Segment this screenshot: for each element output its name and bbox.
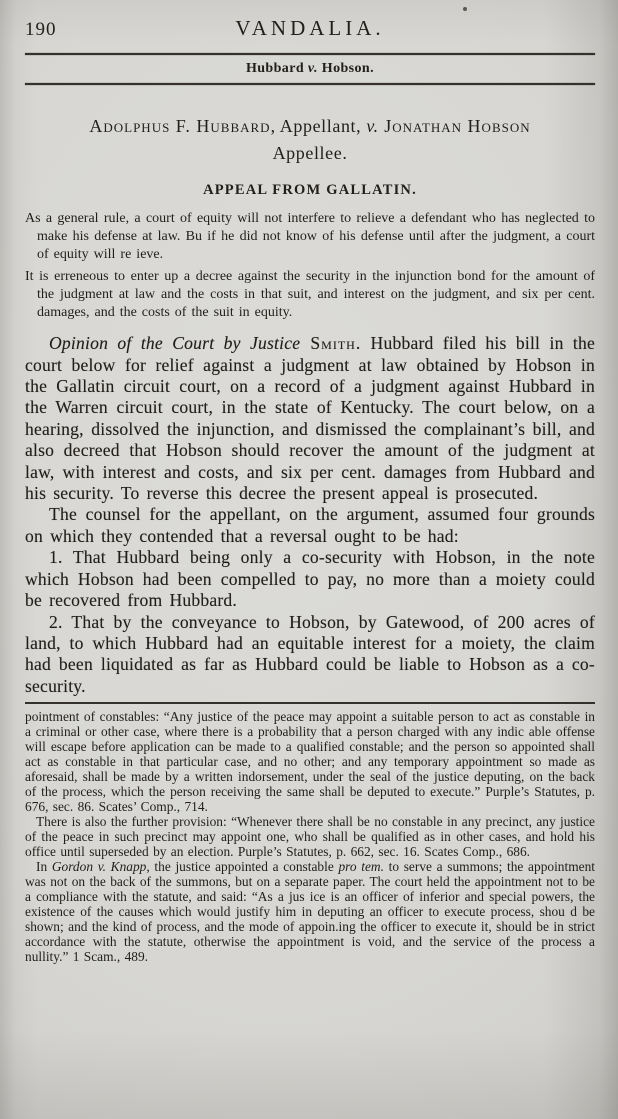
appeal-subtitle: APPEAL FROM GALLATIN. <box>203 182 417 198</box>
opinion-lead-in: Opinion of the Court by Justice <box>49 333 301 354</box>
case-title-line1 <box>25 113 595 140</box>
appellee-name: Jonathan Hobson <box>378 116 531 136</box>
footnote-3-pre: In <box>36 859 52 875</box>
opinion-paragraph-1 <box>25 333 595 504</box>
headnotes <box>25 210 595 322</box>
footnote-rule <box>25 702 595 704</box>
header-rule-top <box>25 53 595 55</box>
opinion-body <box>25 333 595 697</box>
appellant-name: Adolphus F. Hubbard <box>89 116 271 136</box>
running-case-line <box>25 61 595 77</box>
headnote-1: As a general rule, a court of equity will not interfere to relieve a defendant who has neglected to make his defense at law. Bu if he did not know of his defense until after the judgment, a court of equity will re ieve. <box>25 211 595 263</box>
footnote-3-text: to serve a summons; the appointment was not on the back of the summons, but on a separate paper. The court held the appointment not to be a compliance with the statute, and said: “As a jus ice is an officer of inferior and special powers, the existence of the causes which would justify him in deputing an officer to execute process, shou d be shown; and the kind of process, and the mode of appoin.ing the officer to execute it, should be in strict accordance with the statute, otherwise the appointment is void, and the service of the process a nullity.” 1 Scam., 489. <box>25 859 595 965</box>
running-case-pre: Hubbard <box>245 61 308 76</box>
appellant-role: , Appellant, <box>270 116 367 136</box>
page-number: 190 <box>25 19 57 40</box>
footnote-paragraph-1: pointment of constables: “Any justice of the peace may appoint a suitable person to act as constable in a criminal or other case, where there is a probability that a person charged with any indic able offense will escape before application can be made to a qualified constable; and the person so appointed shall act as constable in that particular case, and no other; and any temporary appointment so made as aforesaid, shall be made by a written indorsement, under the seal of the justice deputing, on the back of the process, which the person receiving the same shall be deputed to execute.” Purple’s Statutes, p. 676, sec. 86. Scates’ Comp., 714. <box>25 709 595 815</box>
header-rule-bottom <box>25 83 595 85</box>
justice-name: Smith. <box>300 333 362 354</box>
headnote-2: It is erreneous to enter up a decree against the security in the injunction bond for the amount of the judgment at law and the costs in that suit, and interest on the judgment, and six per cent. damages, and the costs of the suit in equity. <box>25 268 595 321</box>
footnote-block <box>25 709 595 964</box>
running-title: VANDALIA. <box>235 16 385 40</box>
case-title-line2: Appellee. <box>272 143 348 163</box>
opinion-paragraph-3: 1. That Hubbard being only a co-security with Hobson, in the note which Hobson had been compelled to pay, no more than a moiety could be recovered from Hubbard. <box>25 547 595 611</box>
pro-tem-phrase: pro tem. <box>338 859 384 875</box>
footnote-paragraph-3 <box>25 859 595 964</box>
footnote-3-mid: , the justice appointed a constable <box>146 859 339 875</box>
versus: v. <box>366 116 379 136</box>
running-case-post: Hobson. <box>317 61 375 76</box>
case-title <box>25 113 595 167</box>
running-case-v: v. <box>307 61 318 76</box>
opinion-paragraph-1-text: Hubbard filed his bill in the court below for relief against a judgment at law obtained by Hobson in the Gallatin circuit court, on a record of a judgment against Hubbard in the Warren circuit court, in the state of Kentucky. The court below, on a hearing, dissolved the injunction, and dismissed the complainant’s bill, and also decreed that Hobson should recover the amount of the judgment at law, with interest and costs, and six per cent. damages from Hubbard and his security. To reverse this decree the present appeal is prosecuted. <box>25 333 595 504</box>
cited-case-name: Gordon v. Knapp <box>51 859 147 875</box>
page-header <box>25 16 595 41</box>
footnote-paragraph-2: There is also the further provision: “Whenever there shall be no constable in any precinct, any justice of the peace in such precinct may appoint one, who shall be qualified as in other cases, and hold his office until superseded by an election. Purple’s Statutes, p. 662, sec. 16. Scates Comp., 686. <box>25 814 595 860</box>
opinion-paragraph-4: 2. That by the conveyance to Hobson, by Gatewood, of 200 acres of land, to which Hubbard had an equitable interest for a moiety, the claim had been liquidated as far as Hubbard could be liable to Hobson as a co-security. <box>25 611 595 696</box>
scan-speck <box>463 7 467 11</box>
opinion-paragraph-2: The counsel for the appellant, on the argument, assumed four grounds on which they contended that a reversal ought to be had: <box>25 504 595 546</box>
